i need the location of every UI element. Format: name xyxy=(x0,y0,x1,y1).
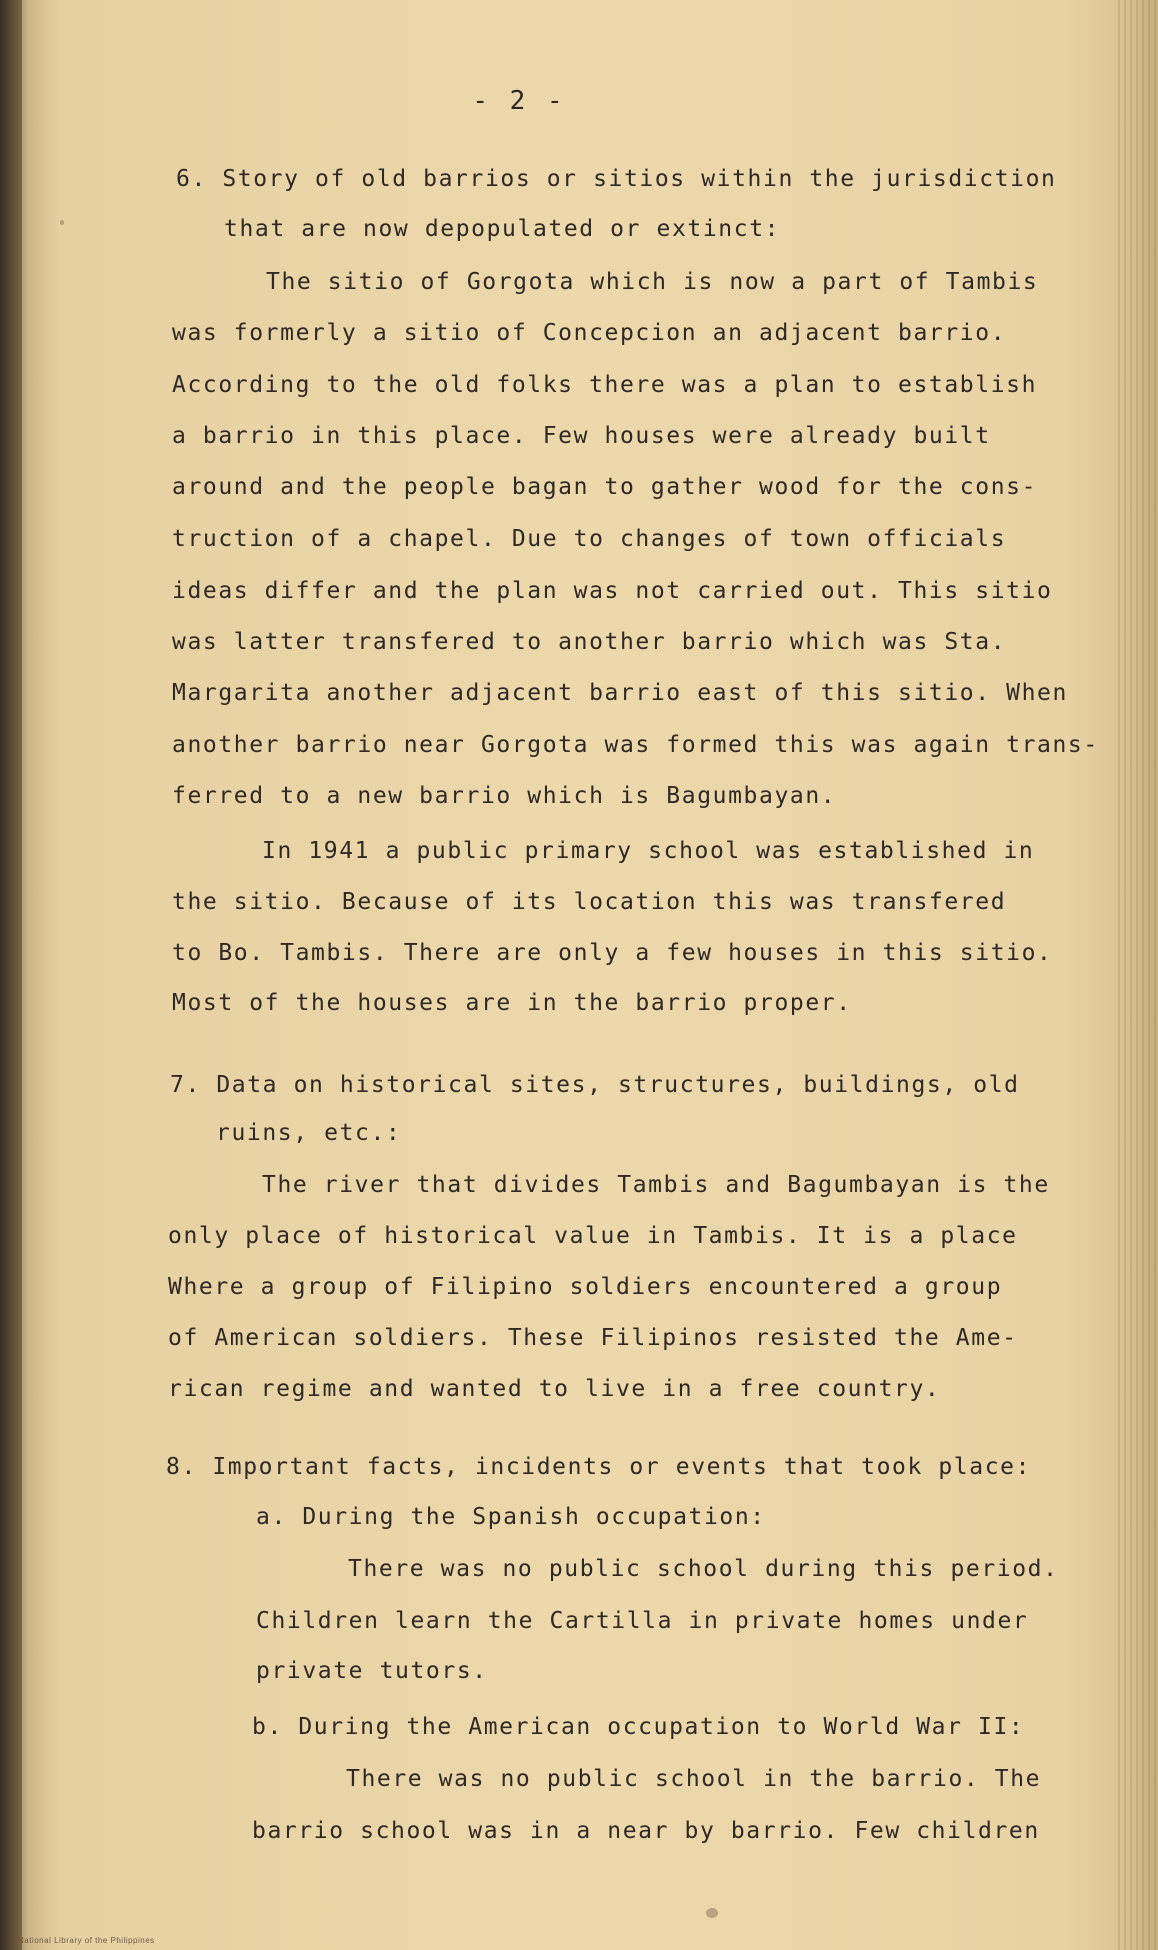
text-line: Margarita another adjacent barrio east of this sitio. When xyxy=(172,680,1068,706)
page-number: - 2 - xyxy=(472,86,566,116)
text-line: There was no public school in the barrio. The xyxy=(346,1766,1042,1792)
binding-spine xyxy=(0,0,22,1950)
text-line: The sitio of Gorgota which is now a part of Tambis xyxy=(266,269,1039,295)
text-line: a barrio in this place. Few houses were already built xyxy=(172,423,991,449)
text-line: of American soldiers. These Filipinos resisted the Ame- xyxy=(168,1325,1018,1351)
text-line: only place of historical value in Tambis. It is a place xyxy=(168,1223,1018,1249)
text-line: barrio school was in a near by barrio. Few children xyxy=(252,1818,1040,1844)
text-line: According to the old folks there was a plan to establish xyxy=(172,372,1038,398)
text-line: In 1941 a public primary school was established in xyxy=(262,838,1035,864)
text-line: rican regime and wanted to live in a free country. xyxy=(168,1376,941,1402)
section-8-heading: 8. Important facts, incidents or events that took place: xyxy=(166,1454,1032,1480)
text-line: The river that divides Tambis and Bagumbayan is the xyxy=(262,1172,1050,1198)
archive-footer: National Library of the Philippines xyxy=(18,1936,155,1945)
text-line: private tutors. xyxy=(256,1658,488,1684)
text-line: ferred to a new barrio which is Bagumbayan. xyxy=(172,783,837,809)
text-line: Children learn the Cartilla in private homes under xyxy=(256,1608,1029,1634)
text-line: was formerly a sitio of Concepcion an adjacent barrio. xyxy=(172,320,1007,346)
text-line: truction of a chapel. Due to changes of town officials xyxy=(172,526,1007,552)
paper-blemish xyxy=(706,1908,718,1918)
section-6-heading-cont: that are now depopulated or extinct: xyxy=(224,216,781,242)
text-line: Where a group of Filipino soldiers encountered a group xyxy=(168,1274,1003,1300)
section-6-heading: 6. Story of old barrios or sitios within the jurisdiction xyxy=(176,166,1057,192)
text-line: There was no public school during this period. xyxy=(348,1556,1059,1582)
text-line: another barrio near Gorgota was formed this was again trans- xyxy=(172,732,1099,758)
text-line: around and the people bagan to gather wood for the cons- xyxy=(172,474,1038,500)
section-7-heading: 7. Data on historical sites, structures, buildings, old xyxy=(170,1072,1020,1098)
text-line: to Bo. Tambis. There are only a few houses in this sitio. xyxy=(172,940,1053,966)
text-line: Most of the houses are in the barrio proper. xyxy=(172,990,852,1016)
text-line: was latter transfered to another barrio which was Sta. xyxy=(172,629,1007,655)
text-line: ideas differ and the plan was not carried out. This sitio xyxy=(172,578,1053,604)
subsection-a-heading: a. During the Spanish occupation: xyxy=(256,1504,766,1530)
page-edge xyxy=(1118,0,1158,1950)
section-7-heading-cont: ruins, etc.: xyxy=(216,1120,402,1146)
subsection-b-heading: b. During the American occupation to World War II: xyxy=(252,1714,1025,1740)
text-line: the sitio. Because of its location this was transfered xyxy=(172,889,1007,915)
paper-blemish xyxy=(60,220,64,225)
